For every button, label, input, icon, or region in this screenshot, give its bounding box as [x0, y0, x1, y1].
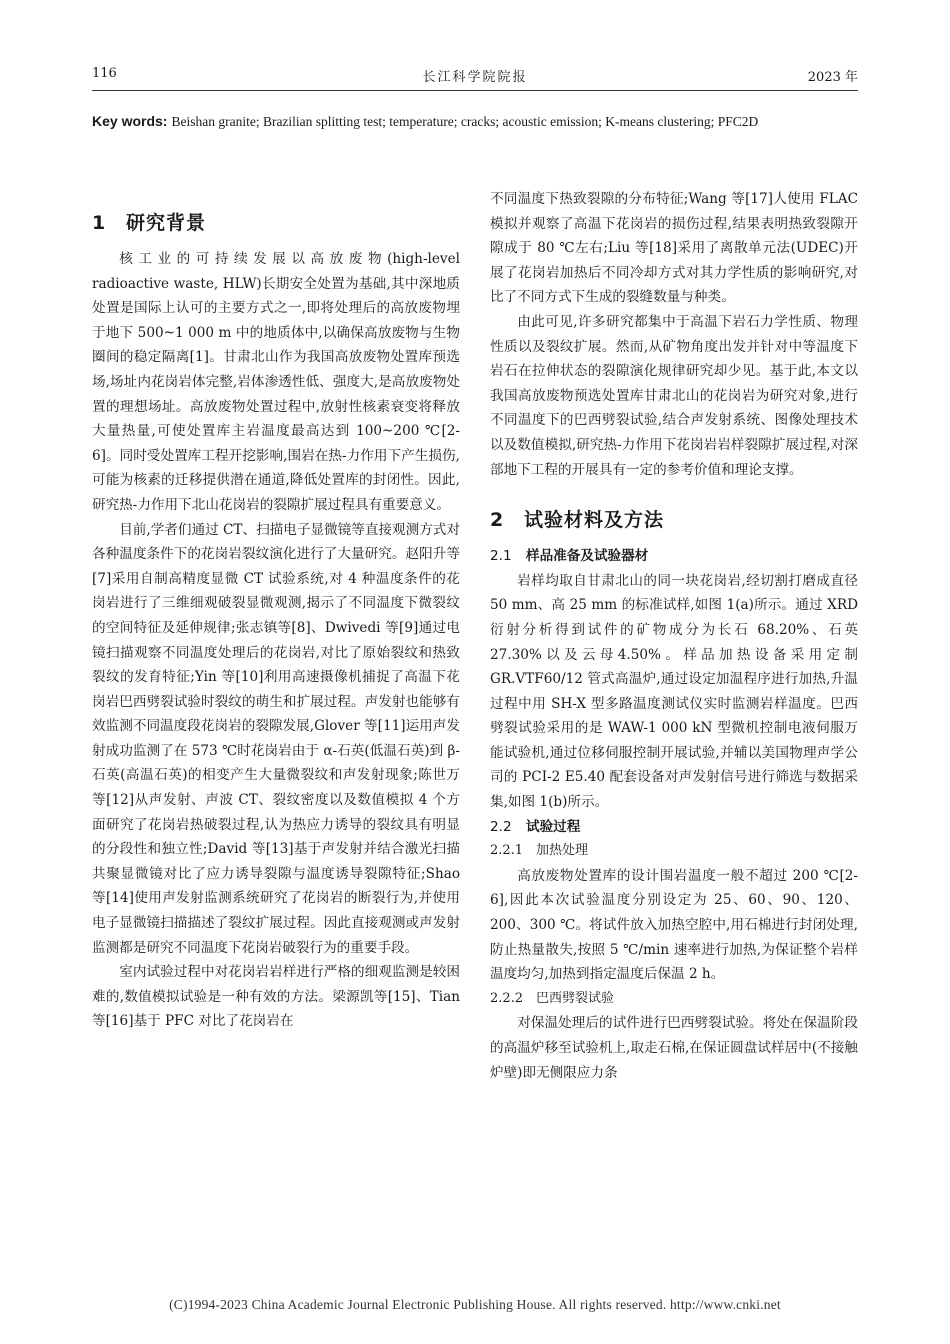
paragraph-summary: 由此可见,许多研究都集中于高温下岩石力学性质、物理性质以及裂纹扩展。然而,从矿物角度出发并针对中等温度下岩石在拉伸状态的裂隙演化规律研究却少见。基于此,本文以我国高放废物预选处置库甘肃北山的花岗岩为研究对象,进行不同温度下的巴西劈裂试验,结合声发射系统、图像处理技术以及数值模拟,研究热-力作用下花岗岩岩样裂隙扩展过程,对深部地下工程的开展具有一定的参考价值和理论支撑。 — [490, 313, 858, 478]
section-1-heading — [92, 199, 460, 247]
running-header — [92, 66, 858, 86]
keywords — [92, 110, 858, 133]
subsection-2-2-1-heading — [490, 839, 858, 864]
subsection-2-2-1-title: 加热处理 — [536, 843, 589, 859]
left-column — [92, 187, 460, 1034]
keywords-label: Key words: — [92, 113, 168, 129]
header-rule — [92, 90, 858, 91]
subsection-2-1-title: 样品准备及试验器材 — [526, 548, 649, 565]
section-1-number: 1 — [92, 212, 107, 234]
paragraph-background-1: 核工业的可持续发展以高放废物(high-level radioactive waste, HLW)长期安全处置为基础,其中深地质处置是国际上认可的主要方式之一,即将处理后的高放废物埋于地下 500~1 000 m 中的地质体中,以确保高放废物与生物圈间的稳定隔离[1]。甘肃北山作为我国高放废物处置库预选场,场址内花岗岩体完整,岩体渗透性低、强度大,是高放废物处置的理想场址。高放废物处置过程中,放射性核素衰变将释放大量热量,可使处置库主岩温度最高达到 100~200 ℃[2-6]。同时受处置库工程开挖影响,围岩在热-力作用下产生损伤,可能为核素的迁移提供潜在通道,降低处置库的封闭性。因此,研究热-力作用下北山花岗岩的裂隙扩展过程具有重要意义。 — [92, 251, 460, 513]
section-2-heading — [490, 496, 858, 544]
subsection-2-2-1-number: 2.2.1 — [490, 843, 524, 859]
page-number: 116 — [92, 66, 117, 81]
right-column — [490, 187, 858, 1085]
paragraph-heating: 高放废物处置库的设计围岩温度一般不超过 200 ℃[2-6],因此本次试验温度分别设定为 25、60、90、120、200、300 ℃。将试件放入加热空腔中,用石棉进行封闭处理,防止热量散失,按照 5 ℃/min 速率进行加热,为保证整个岩样温度均匀,加热到指定温度后保温 2 h。 — [490, 867, 858, 983]
section-2-number: 2 — [490, 509, 505, 532]
keywords-text: Beishan granite; Brazilian splitting test; temperature; cracks; acoustic emission; K-means clustering; PFC2D — [171, 114, 759, 129]
subsection-2-2-title: 试验过程 — [526, 818, 581, 835]
subsection-2-2-2-heading — [490, 987, 858, 1012]
paragraph-background-2: 目前,学者们通过 CT、扫描电子显微镜等直接观测方式对各种温度条件下的花岗岩裂纹演化进行了大量研究。赵阳升等[7]采用自制高精度显微 CT 试验系统,对 4 种温度条件的花岗岩进行了三维细观破裂显微观测,揭示了不同温度下微裂纹的空间特征及延伸规律;张志镇等[8]、Dwivedi 等[9]通过电镜扫描观察不同温度处理后的花岗岩,对比了原始裂纹和热致裂纹的发育特征;Yin 等[10]利用高速摄像机捕捉了高温下花岗岩巴西劈裂试验时裂纹的萌生和扩展过程。声发射也能够有效监测不同温度段花岗岩的裂隙发展,Glover 等[11]运用声发射成功监测了在 573 ℃时花岗岩由于 α-石英(低温石英)到 β-石英(高温石英)的相变产生大量微裂纹和声发射现象;陈世万等[12]从声发射、声波 CT、裂纹密度以及数值模拟 4 个方面研究了花岗岩热破裂过程,认为热应力诱导的裂纹具有明显的分段性和独立性;David 等[13]基于声发射并结合激光扫描共聚显微镜对比了应力诱导裂隙与温度诱导裂隙特征;Shao 等[14]使用声发射监测系统研究了花岗岩的断裂行为,并使用电子显微镜扫描描述了裂纹扩展过程。因此直接观测或声发射监测都是研究不同温度下花岗岩破裂行为的重要手段。 — [92, 521, 460, 956]
journal-name: 长江科学院院报 — [422, 70, 528, 85]
subsection-2-2-heading — [490, 815, 858, 840]
paragraph-continuation: 不同温度下热致裂隙的分布特征;Wang 等[17]人使用 FLAC 模拟并观察了高温下花岗岩的损伤过程,结果表明热致裂隙开隙成于 80 ℃左右;Liu 等[18]采用了离散单元法(UDEC)开展了花岗岩加热后不同冷却方式对其力学性质的影响研究,对比了不同方式下生成的裂缝数量与种类。 — [490, 191, 858, 306]
publication-year: 2023 年 — [807, 70, 858, 85]
subsection-2-2-2-title: 巴西劈裂试验 — [536, 990, 615, 1006]
paragraph-brazilian-test: 对保温处理后的试件进行巴西劈裂试验。将处在保温阶段的高温炉移至试验机上,取走石棉,在保证圆盘试样居中(不接触炉壁)即无侧限应力条 — [490, 1015, 858, 1081]
subsection-2-1-number: 2.1 — [490, 548, 512, 565]
section-1-title: 研究背景 — [126, 212, 207, 234]
paragraph-background-3: 室内试验过程中对花岗岩岩样进行严格的细观监测是较困难的,数值模拟试验是一种有效的方法。梁源凯等[15]、Tian 等[16]基于 PFC 对比了花岗岩在 — [92, 964, 460, 1030]
section-2-title: 试验材料及方法 — [524, 509, 665, 532]
subsection-2-2-number: 2.2 — [490, 818, 512, 835]
subsection-2-1-heading — [490, 544, 858, 569]
paragraph-samples: 岩样均取自甘肃北山的同一块花岗岩,经切割打磨成直径 50 mm、高 25 mm 的标准试样,如图 1(a)所示。通过 XRD 衍射分析得到试件的矿物成分为长石 68.20%、石英 27.30%以及云母4.50%。样品加热设备采用定制 GR.VTF60/12 管式高温炉,通过设定加温程序进行加热,升温过程中用 SH-X 型多路温度测试仪实时监测岩样温度。巴西劈裂试验采用的是 WAW-1 000 kN 型微机控制电液伺服万能试验机,通过位移伺服控制开展试验,并辅以美国物理声学公司的 PCI-2 E5.40 配套设备对声发射信号进行筛选与数据采集,如图 1(b)所示。 — [490, 572, 858, 811]
copyright-footer: (C)1994-2023 China Academic Journal Electronic Publishing House. All rights reserved. http://www.cnki.net — [169, 1297, 781, 1312]
subsection-2-2-2-number: 2.2.2 — [490, 990, 524, 1006]
